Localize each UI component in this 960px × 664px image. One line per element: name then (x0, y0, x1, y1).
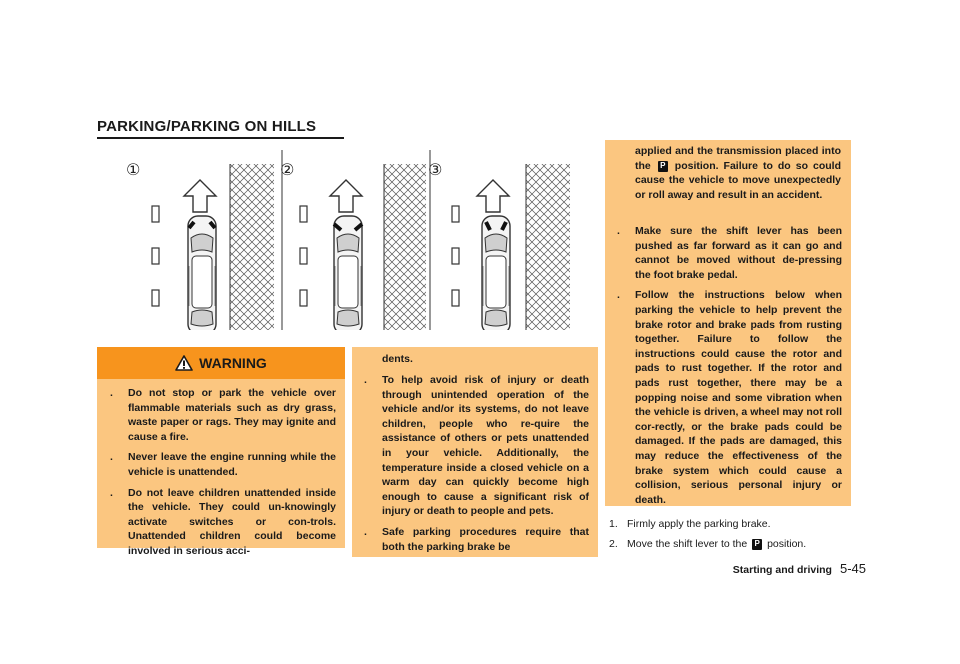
park-position-icon: P (752, 539, 762, 550)
bullet-text: Safe parking procedures require that both the parking brake be (382, 525, 589, 553)
warning-triangle-icon (175, 355, 193, 371)
step-text-after: position. (767, 538, 807, 550)
panel-number-2: ② (280, 160, 295, 179)
parking-illustration (112, 150, 594, 330)
bullet-dot: . (617, 225, 620, 237)
bullet-dot: . (110, 486, 113, 499)
list-item (108, 486, 336, 559)
bullet-dot: . (364, 374, 367, 386)
step-item (609, 536, 869, 553)
bullet-dot: . (364, 525, 367, 538)
col2-continuation: dents. (382, 353, 413, 365)
bullet-dot: . (110, 451, 113, 464)
warning-list-col2 (362, 373, 589, 560)
panel-number-3: ③ (428, 160, 443, 179)
bullet-text: Do not leave children unattended inside the vehicle. They could un-knowingly activate switches or con-trols. Unattended children could become involved in serious acci- (128, 486, 336, 557)
warning-header-label: WARNING (199, 355, 267, 371)
list-item (108, 450, 336, 479)
warning-list-col3 (615, 224, 842, 513)
step-number: 1. (609, 518, 618, 530)
panel-number-1: ① (126, 160, 141, 179)
bullet-text: Make sure the shift lever has been pushed as far forward as it can go and cannot be moved without de-pressing the foot brake pedal. (635, 225, 842, 281)
col3-text-after: position. Failure to do so could cause the vehicle to move unexpectedly or roll away and result in an accident. (635, 159, 841, 201)
bullet-text: Follow the instructions below when parking the vehicle to help prevent the brake rotor and brake pads from rusting together. Failure to follow the instructions could cause the rotor and pads to rust together. If the rotor and pads rust together, there may be a popping noise and some vibration when the vehicle is driven, a wheel may not roll cor-rectly, or the brake pads could be damaged. If the pads are damaged, this may reduce the effectiveness of the brake system which could cause a collision, serious personal injury or death. (635, 289, 842, 506)
warning-header (97, 347, 345, 379)
page-number: 5-45 (839, 561, 866, 576)
bullet-dot: . (617, 289, 620, 302)
col3-continuation (635, 144, 841, 202)
panel-2 (280, 150, 426, 330)
step-text: Firmly apply the parking brake. (627, 518, 771, 530)
bullet-dot: . (110, 387, 113, 399)
step-text: Move the shift lever to the (627, 538, 748, 550)
bullet-text: Do not stop or park the vehicle over flammable materials such as dry grass, waste paper or rags. They may ignite and cause a fire. (128, 387, 336, 443)
step-number: 2. (609, 538, 618, 550)
procedure-steps (609, 516, 869, 556)
page-footer (720, 560, 866, 578)
title-rule (97, 137, 344, 139)
chapter-title: Starting and driving (732, 564, 832, 576)
list-item (108, 386, 336, 444)
panel-3 (428, 150, 570, 330)
warning-list-col1 (108, 386, 336, 565)
panel-1 (126, 160, 274, 330)
park-position-icon: P (658, 161, 668, 172)
section-title: PARKING/PARKING ON HILLS (97, 118, 317, 135)
step-item (609, 516, 869, 533)
list-item (362, 373, 589, 519)
bullet-text: Never leave the engine running while the vehicle is unattended. (128, 451, 336, 478)
list-item (362, 525, 589, 554)
col3-text-before: applied and the transmission placed into the (635, 145, 841, 172)
bullet-text: To help avoid risk of injury or death through unintended operation of the vehicle and/or its systems, do not leave children, people who re-quire the assistance of others or pets unattended in your vehicle. Additionally, the temperature inside a closed vehicle on a warm day can quickly become high enough to cause a significant risk of injury or death to people and pets. (382, 374, 589, 518)
list-item (615, 224, 842, 282)
list-item (615, 288, 842, 507)
